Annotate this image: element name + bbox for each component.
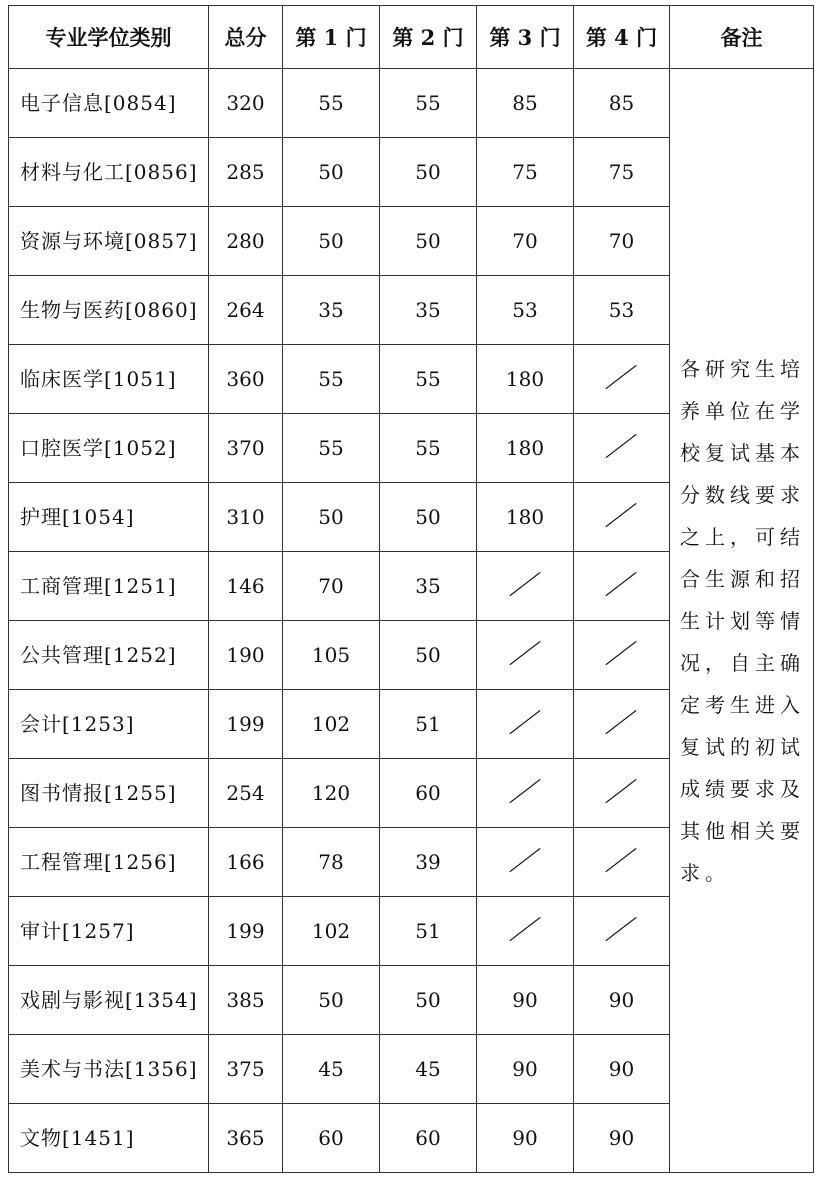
subject-1-score-cell: 105 — [283, 621, 380, 690]
total-score-cell: 370 — [209, 414, 283, 483]
subject-2-score-cell: 60 — [380, 759, 477, 828]
category-cell: 工程管理[1256] — [9, 828, 209, 897]
not-applicable-mark: ／ — [604, 571, 639, 601]
subject-2-score-cell: 51 — [380, 690, 477, 759]
subject-3-score-cell: 53 — [477, 276, 574, 345]
subject-2-score-cell: 50 — [380, 207, 477, 276]
subject-4-score-cell — [574, 414, 670, 483]
total-score-cell: 254 — [209, 759, 283, 828]
total-score-cell: 360 — [209, 345, 283, 414]
category-cell: 美术与书法[1356] — [9, 1035, 209, 1104]
total-score-cell: 166 — [209, 828, 283, 897]
subject-4-score-cell — [574, 828, 670, 897]
not-applicable-mark: ／ — [508, 916, 542, 946]
subject-2-score-cell: 50 — [380, 138, 477, 207]
table-body — [9, 69, 814, 1173]
subject-2-score-cell: 55 — [380, 69, 477, 138]
subject-1-score-cell: 70 — [283, 552, 380, 621]
not-applicable-mark: ／ — [604, 916, 639, 946]
subject-4-score-cell — [574, 483, 670, 552]
header-row — [9, 6, 814, 69]
total-score-cell: 199 — [209, 897, 283, 966]
score-table — [8, 5, 814, 1173]
subject-2-score-cell: 60 — [380, 1104, 477, 1173]
not-applicable-mark: ／ — [604, 847, 639, 877]
category-cell: 电子信息[0854] — [9, 69, 209, 138]
subject-4-score-cell: 90 — [574, 1104, 670, 1173]
subject-1-score-cell: 50 — [283, 138, 380, 207]
header-subject-3: 第 3 门 — [477, 6, 574, 69]
subject-2-score-cell: 45 — [380, 1035, 477, 1104]
subject-3-score-cell: 75 — [477, 138, 574, 207]
total-score-cell: 146 — [209, 552, 283, 621]
subject-2-score-cell: 35 — [380, 276, 477, 345]
subject-4-score-cell: 90 — [574, 1035, 670, 1104]
not-applicable-mark: ／ — [508, 778, 542, 808]
subject-4-score-cell: 70 — [574, 207, 670, 276]
subject-2-score-cell: 50 — [380, 966, 477, 1035]
subject-4-score-cell — [574, 897, 670, 966]
subject-3-score-cell — [477, 897, 574, 966]
category-cell: 材料与化工[0856] — [9, 138, 209, 207]
category-cell: 会计[1253] — [9, 690, 209, 759]
subject-4-score-cell — [574, 552, 670, 621]
category-cell: 临床医学[1051] — [9, 345, 209, 414]
category-cell: 图书情报[1255] — [9, 759, 209, 828]
not-applicable-mark: ／ — [604, 709, 639, 739]
subject-4-score-cell: 75 — [574, 138, 670, 207]
subject-1-score-cell: 50 — [283, 966, 380, 1035]
subject-1-score-cell: 50 — [283, 207, 380, 276]
total-score-cell: 310 — [209, 483, 283, 552]
subject-3-score-cell — [477, 828, 574, 897]
subject-1-score-cell: 102 — [283, 897, 380, 966]
total-score-cell: 199 — [209, 690, 283, 759]
table-row — [9, 69, 814, 138]
subject-1-score-cell: 78 — [283, 828, 380, 897]
subject-1-score-cell: 50 — [283, 483, 380, 552]
subject-3-score-cell: 180 — [477, 483, 574, 552]
subject-4-score-cell — [574, 759, 670, 828]
total-score-cell: 285 — [209, 138, 283, 207]
not-applicable-mark: ／ — [604, 640, 639, 670]
subject-1-score-cell: 35 — [283, 276, 380, 345]
not-applicable-mark: ／ — [508, 571, 542, 601]
subject-1-score-cell: 102 — [283, 690, 380, 759]
header-subject-1: 第 1 门 — [283, 6, 380, 69]
subject-1-score-cell: 55 — [283, 345, 380, 414]
subject-3-score-cell: 180 — [477, 345, 574, 414]
note-cell: 各研究生培养单位在学校复试基本分数线要求之上，可结合生源和招生计划等情况，自主确定考生进入复试的初试成绩要求及其他相关要求。 — [670, 69, 814, 1173]
subject-2-score-cell: 55 — [380, 345, 477, 414]
header-subject-2: 第 2 门 — [380, 6, 477, 69]
not-applicable-mark: ／ — [508, 709, 542, 739]
category-cell: 工商管理[1251] — [9, 552, 209, 621]
subject-4-score-cell: 90 — [574, 966, 670, 1035]
not-applicable-mark: ／ — [604, 433, 639, 463]
not-applicable-mark: ／ — [604, 502, 639, 532]
header-total: 总分 — [209, 6, 283, 69]
total-score-cell: 385 — [209, 966, 283, 1035]
category-cell: 护理[1054] — [9, 483, 209, 552]
total-score-cell: 365 — [209, 1104, 283, 1173]
not-applicable-mark: ／ — [508, 640, 542, 670]
subject-3-score-cell: 90 — [477, 1035, 574, 1104]
subject-2-score-cell: 50 — [380, 483, 477, 552]
subject-1-score-cell: 55 — [283, 69, 380, 138]
header-subject-4: 第 4 门 — [574, 6, 670, 69]
subject-3-score-cell: 90 — [477, 1104, 574, 1173]
category-cell: 文物[1451] — [9, 1104, 209, 1173]
subject-3-score-cell: 180 — [477, 414, 574, 483]
subject-2-score-cell: 50 — [380, 621, 477, 690]
subject-3-score-cell — [477, 690, 574, 759]
subject-3-score-cell: 90 — [477, 966, 574, 1035]
category-cell: 戏剧与影视[1354] — [9, 966, 209, 1035]
subject-4-score-cell — [574, 345, 670, 414]
subject-3-score-cell — [477, 621, 574, 690]
category-cell: 审计[1257] — [9, 897, 209, 966]
subject-1-score-cell: 120 — [283, 759, 380, 828]
total-score-cell: 264 — [209, 276, 283, 345]
subject-1-score-cell: 55 — [283, 414, 380, 483]
total-score-cell: 190 — [209, 621, 283, 690]
subject-3-score-cell: 85 — [477, 69, 574, 138]
header-category: 专业学位类别 — [9, 6, 209, 69]
category-cell: 生物与医药[0860] — [9, 276, 209, 345]
subject-2-score-cell: 39 — [380, 828, 477, 897]
not-applicable-mark: ／ — [508, 847, 542, 877]
subject-3-score-cell: 70 — [477, 207, 574, 276]
subject-3-score-cell — [477, 552, 574, 621]
total-score-cell: 280 — [209, 207, 283, 276]
subject-4-score-cell: 85 — [574, 69, 670, 138]
not-applicable-mark: ／ — [604, 364, 639, 394]
subject-4-score-cell: 53 — [574, 276, 670, 345]
subject-2-score-cell: 35 — [380, 552, 477, 621]
subject-2-score-cell: 55 — [380, 414, 477, 483]
subject-3-score-cell — [477, 759, 574, 828]
category-cell: 口腔医学[1052] — [9, 414, 209, 483]
category-cell: 公共管理[1252] — [9, 621, 209, 690]
subject-1-score-cell: 45 — [283, 1035, 380, 1104]
subject-4-score-cell — [574, 621, 670, 690]
header-note: 备注 — [670, 6, 814, 69]
subject-4-score-cell — [574, 690, 670, 759]
not-applicable-mark: ／ — [604, 778, 639, 808]
total-score-cell: 320 — [209, 69, 283, 138]
subject-2-score-cell: 51 — [380, 897, 477, 966]
table-header — [9, 6, 814, 69]
category-cell: 资源与环境[0857] — [9, 207, 209, 276]
subject-1-score-cell: 60 — [283, 1104, 380, 1173]
total-score-cell: 375 — [209, 1035, 283, 1104]
